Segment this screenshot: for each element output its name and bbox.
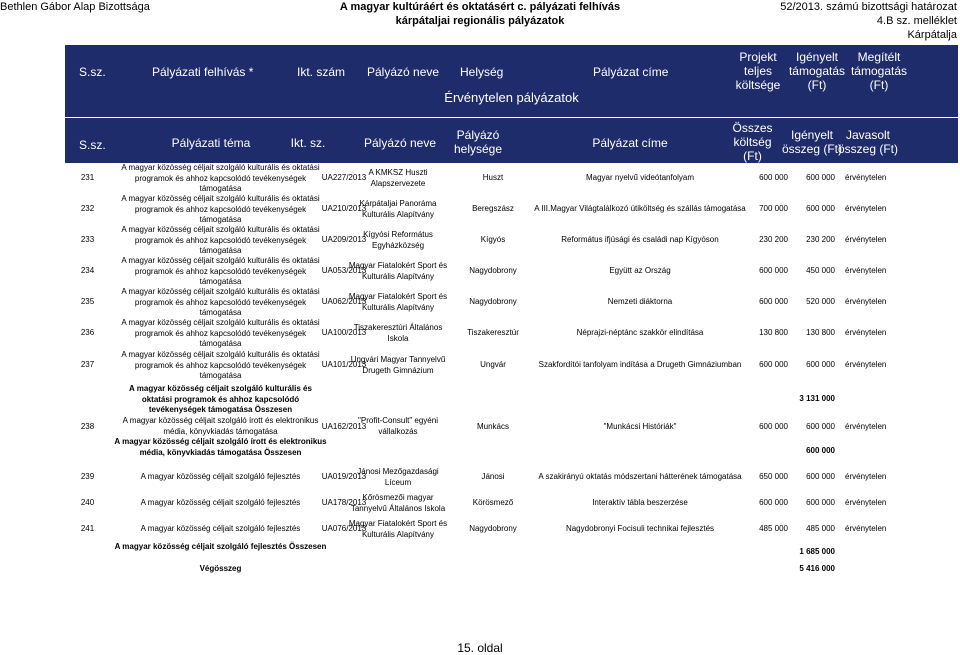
row-requested: 520 000: [806, 297, 835, 306]
col-cim: Pályázat címe: [593, 65, 669, 79]
th-igenyelt: Igényelt összeg (Ft): [782, 128, 843, 156]
row-city: Nagydobrony: [469, 297, 517, 306]
table-row: [65, 194, 958, 225]
row-number: 232: [80, 204, 95, 213]
row-number: 236: [80, 328, 95, 337]
col-megitelt: Megítélt támogatás (Ft): [850, 50, 908, 92]
col-projekt: Projekt teljes költsége: [735, 50, 781, 92]
grand-total-label: Végösszeg: [199, 564, 242, 573]
row-applicant: Kőrösmezői magyar Tannyelvű Általános Iskola: [350, 493, 446, 513]
table-header: [65, 118, 958, 163]
row-total-cost: 600 000: [759, 498, 788, 507]
row-number: 237: [80, 360, 95, 369]
subtotal-value: 600 000: [806, 446, 835, 455]
table-row: [65, 318, 958, 349]
row-status: érvénytelen: [845, 173, 887, 182]
row-id: UA053/2013: [321, 266, 367, 275]
row-id: UA209/2013: [321, 235, 367, 244]
row-number: 233: [80, 235, 95, 244]
header-decision: 52/2013. számú bizottsági határozat: [780, 1, 957, 13]
row-theme: A magyar közösség céljait szolgáló kulturális és oktatási programok és ahhoz kapcsolódó tevékenységek támogatása: [121, 287, 320, 317]
table-row: [65, 287, 958, 318]
row-title: Nemzeti diáktorna: [607, 297, 673, 306]
subtotal-label: A magyar közösség céljait szolgáló írott és elektronikus média, könyvkiadás támogatása Összesen: [114, 437, 327, 457]
row-applicant: Magyar Fiatalokért Sport és Kulturális Alapítvány: [348, 519, 448, 539]
table-row: [65, 225, 958, 256]
row-applicant: "Profit-Consult" egyéni vállalkozás: [358, 416, 438, 436]
grand-total-row: [65, 564, 958, 576]
row-status: érvénytelen: [845, 524, 887, 533]
col-igenyelt: Igényelt támogatás (Ft): [788, 50, 846, 92]
th-osszes: Összes költség (Ft): [732, 121, 773, 163]
row-requested: 600 000: [806, 360, 835, 369]
col-helyseg: Helység: [460, 65, 504, 79]
page-number: 15. oldal: [457, 641, 503, 655]
row-requested: 450 000: [806, 266, 835, 275]
row-requested: 230 200: [806, 235, 835, 244]
row-title: Néprajzi-néptánc szakkör elindítása: [576, 328, 704, 337]
row-number: 239: [80, 472, 95, 481]
th-javasolt: Javasolt összeg (Ft): [838, 128, 899, 156]
row-theme: A magyar közösség céljait szolgáló kulturális és oktatási programok és ahhoz kapcsolódó tevékenységek támogatása: [121, 194, 320, 224]
row-number: 238: [80, 422, 95, 431]
row-title: Nagydobronyi Focisuli technikai fejlesztés: [565, 524, 715, 533]
subtotal-value: 1 685 000: [799, 547, 835, 556]
column-header-bar: [65, 45, 958, 117]
row-city: Nagydobrony: [469, 266, 517, 275]
row-theme: A magyar közösség céljait szolgáló kulturális és oktatási programok és ahhoz kapcsolódó tevékenységek támogatása: [121, 163, 320, 193]
row-total-cost: 600 000: [759, 173, 788, 182]
row-status: érvénytelen: [845, 328, 887, 337]
row-title: "Munkácsi Históriák": [603, 422, 677, 431]
row-status: érvénytelen: [845, 360, 887, 369]
row-title: Református ifjúsági és családi nap Kígyóson: [561, 235, 719, 244]
row-id: UA076/2013: [321, 524, 367, 533]
row-city: Beregszász: [472, 204, 514, 213]
row-theme: A magyar közösség céljait szolgáló kulturális és oktatási programok és ahhoz kapcsolódó tevékenységek támogatása: [121, 350, 320, 380]
th-helyseg: Pályázó helysége: [453, 128, 503, 156]
row-city: Jánosi: [481, 472, 505, 481]
row-requested: 600 000: [806, 498, 835, 507]
grand-total-value: 5 416 000: [799, 564, 835, 573]
row-status: érvénytelen: [845, 235, 887, 244]
row-total-cost: 650 000: [759, 472, 788, 481]
row-applicant: Kárpátaljai Panoráma Kulturális Alapítvány: [359, 199, 437, 219]
header-subtitle: kárpátaljai regionális pályázatok: [395, 15, 565, 27]
header-left: Bethlen Gábor Alap Bizottsága: [0, 1, 150, 13]
row-city: Ungvár: [480, 360, 506, 369]
row-total-cost: 130 800: [759, 328, 788, 337]
row-status: érvénytelen: [845, 266, 887, 275]
row-city: Huszt: [482, 173, 504, 182]
row-id: UA162/2013: [321, 422, 367, 431]
row-applicant: A KMKSZ Huszti Alapszervezete: [368, 168, 428, 188]
col-ikt: Ikt. szám: [297, 65, 346, 79]
row-applicant: Magyar Fiatalokért Sport és Kulturális Alapítvány: [348, 292, 448, 312]
row-number: 241: [80, 524, 95, 533]
row-total-cost: 600 000: [759, 297, 788, 306]
row-theme: A magyar közösség céljait szolgáló fejlesztés: [140, 524, 301, 533]
subtotal-value: 3 131 000: [799, 394, 835, 403]
row-applicant: Tiszakeresztúri Általános Iskola: [353, 323, 443, 343]
row-city: Kígyós: [480, 235, 506, 244]
row-theme: A magyar közösség céljait szolgáló kulturális és oktatási programok és ahhoz kapcsolódó tevékenységek támogatása: [121, 318, 320, 348]
header-annex: 4.B sz. melléklet: [876, 15, 957, 27]
row-city: Munkács: [476, 422, 509, 431]
row-title: Együtt az Ország: [609, 266, 671, 275]
table-row: [65, 493, 958, 515]
table-row: [65, 519, 958, 541]
row-city: Nagydobrony: [469, 524, 517, 533]
row-status: érvénytelen: [845, 472, 887, 481]
subtotal-label: A magyar közösség céljait szolgáló kulturális és oktatási programok és ahhoz kapcsolódó tevékenységek támogatása Összesen: [129, 384, 312, 414]
th-ikt: Ikt. sz.: [290, 136, 326, 150]
row-city: Tiszakeresztúr: [467, 328, 519, 337]
row-requested: 485 000: [806, 524, 835, 533]
row-status: érvénytelen: [845, 297, 887, 306]
row-total-cost: 600 000: [759, 422, 788, 431]
row-total-cost: 700 000: [759, 204, 788, 213]
subtotal-row: [65, 437, 958, 467]
table-row: [65, 163, 958, 194]
row-title: Interaktív tábla beszerzése: [592, 498, 688, 507]
row-status: érvénytelen: [845, 498, 887, 507]
subtotal-row: [65, 542, 958, 564]
row-theme: A magyar közösség céljait szolgáló kulturális és oktatási programok és ahhoz kapcsolódó tevékenységek támogatása: [121, 225, 320, 255]
subtotal-row: [65, 384, 958, 416]
row-number: 240: [80, 498, 95, 507]
row-applicant: Ungvári Magyar Tannyelvű Drugeth Gimnázium: [350, 355, 446, 375]
row-city: Körösmező: [472, 498, 514, 507]
row-total-cost: 230 200: [759, 235, 788, 244]
table-row: [65, 350, 958, 381]
row-id: UA019/2013: [321, 472, 367, 481]
row-status: érvénytelen: [845, 422, 887, 431]
row-title: Szakfordítói tanfolyam indítása a Drugeth Gimnáziumban: [538, 360, 742, 369]
row-number: 234: [80, 266, 95, 275]
col-felhivas: Pályázati felhívás *: [152, 65, 254, 79]
col-ssz: S.sz.: [79, 65, 106, 79]
th-ssz: S.sz.: [79, 138, 106, 152]
row-title: Magyar nyelvű videótanfolyam: [585, 173, 695, 182]
subtotal-label: A magyar közösség céljait szolgáló fejlesztés Összesen: [114, 542, 327, 551]
row-theme: A magyar közösség céljait szolgáló kulturális és oktatási programok és ahhoz kapcsolódó tevékenységek támogatása: [121, 256, 320, 286]
row-theme: A magyar közösség céljait szolgáló fejlesztés: [140, 498, 301, 507]
row-title: A szakirányú oktatás módszertani hátterének támogatása: [538, 472, 742, 481]
row-theme: A magyar közösség céljait szolgáló fejlesztés: [140, 472, 301, 481]
table-row: [65, 256, 958, 287]
row-requested: 600 000: [806, 173, 835, 182]
row-requested: 130 800: [806, 328, 835, 337]
th-cim: Pályázat címe: [592, 136, 668, 150]
header-region: Kárpátalja: [907, 29, 957, 41]
row-status: érvénytelen: [845, 204, 887, 213]
row-total-cost: 600 000: [759, 360, 788, 369]
row-applicant: Magyar Fiatalokért Sport és Kulturális Alapítvány: [348, 261, 448, 281]
row-total-cost: 485 000: [759, 524, 788, 533]
col-palyazo: Pályázó neve: [367, 65, 440, 79]
row-id: UA210/2013: [321, 204, 367, 213]
row-id: UA178/2013: [321, 498, 367, 507]
row-requested: 600 000: [806, 422, 835, 431]
th-tema: Pályázati téma: [171, 136, 251, 150]
row-id: UA100/2013: [321, 328, 367, 337]
row-requested: 600 000: [806, 204, 835, 213]
th-nev: Pályázó neve: [363, 136, 437, 150]
table-row: [65, 467, 958, 489]
row-theme: A magyar közösség céljait szolgáló írott és elektronikus média, könyvkiadás támogatása: [122, 416, 319, 436]
row-total-cost: 600 000: [759, 266, 788, 275]
row-id: UA062/2013: [321, 297, 367, 306]
row-id: UA101/2013: [321, 360, 367, 369]
row-requested: 600 000: [806, 472, 835, 481]
row-number: 235: [80, 297, 95, 306]
row-number: 231: [80, 173, 95, 182]
row-title: A III.Magyar Világtalálkozó útiköltség és szállás támogatása: [534, 204, 746, 213]
row-applicant: Jánosi Mezőgazdasági Líceum: [357, 467, 439, 487]
section-title: Érvénytelen pályázatok: [444, 90, 579, 105]
header-title: A magyar kultúráért és oktatásért c. pályázati felhívás: [339, 1, 621, 13]
row-id: UA227/2013: [321, 173, 367, 182]
row-applicant: Kígyósi Református Egyházközség: [363, 230, 433, 250]
